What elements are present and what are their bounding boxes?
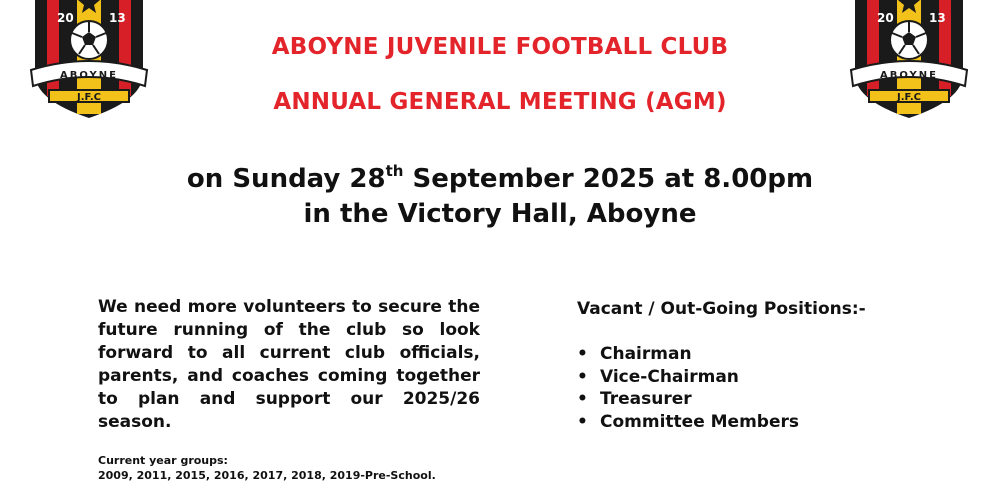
bullet-icon: • xyxy=(577,411,588,432)
crest-year-left: 20 xyxy=(57,11,74,25)
crest-year-right: 13 xyxy=(929,11,946,25)
year-groups-value: 2009, 2011, 2015, 2016, 2017, 2018, 2019-Pre-School. xyxy=(98,469,436,482)
event-date-rest: September 2025 at 8.00pm xyxy=(403,164,814,194)
position-label: Vice-Chairman xyxy=(600,366,739,387)
bullet-icon: • xyxy=(577,389,588,409)
event-date-prefix: on Sunday 28 xyxy=(186,164,386,194)
position-label: Committee Members xyxy=(600,411,800,432)
positions-title: Vacant / Out-Going Positions:- xyxy=(577,299,866,319)
event-date-suffix: th xyxy=(385,162,404,180)
position-item xyxy=(577,411,799,434)
meeting-title-heading: ANNUAL GENERAL MEETING (AGM) xyxy=(273,89,727,115)
bullet-icon: • xyxy=(577,366,588,387)
position-label: Treasurer xyxy=(600,389,692,409)
bullet-icon: • xyxy=(577,344,588,364)
club-name-heading: ABOYNE JUVENILE FOOTBALL CLUB xyxy=(271,34,729,60)
crest-initials: J.F.C xyxy=(76,92,102,103)
crest-year-left: 20 xyxy=(877,11,894,25)
year-groups-label: Current year groups: xyxy=(98,454,228,467)
crest-name: ABOYNE xyxy=(60,70,118,81)
event-venue: in the Victory Hall, Aboyne xyxy=(303,199,697,229)
position-item xyxy=(577,343,799,366)
positions-list xyxy=(577,343,799,433)
volunteer-paragraph: We need more volunteers to secure the future running of the club so look forward to all current club officials, parents, and coaches coming together to plan and support our 2025/26 season. xyxy=(98,297,480,432)
crest-year-right: 13 xyxy=(109,11,126,25)
crest-name: ABOYNE xyxy=(880,70,938,81)
crest-initials: J.F.C xyxy=(896,92,922,103)
position-label: Chairman xyxy=(600,344,692,364)
position-item xyxy=(577,388,799,411)
event-date xyxy=(0,162,1000,199)
position-item xyxy=(577,366,799,389)
